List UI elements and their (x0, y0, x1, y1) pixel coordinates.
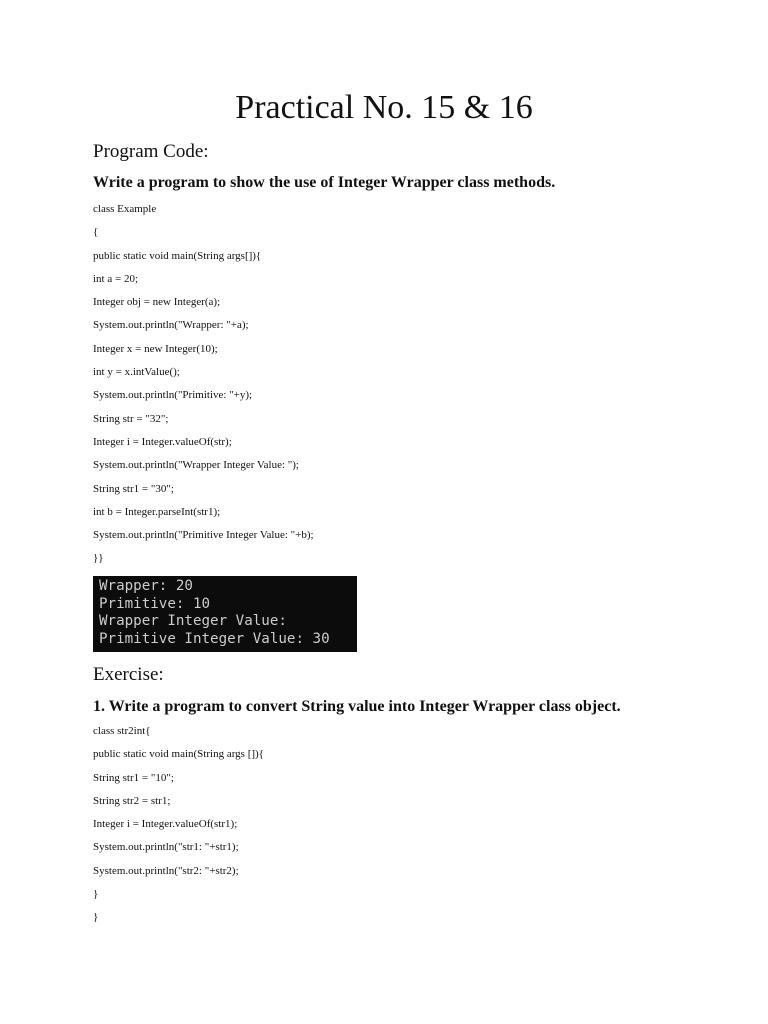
code-line: Integer i = Integer.valueOf(str); (93, 435, 232, 448)
code-line: System.out.println("Wrapper: "+a); (93, 319, 249, 332)
code-line: String str = "32"; (93, 412, 169, 425)
exercise-heading: Exercise: (93, 664, 164, 685)
code-line: public static void main(String args[]){ (93, 249, 262, 262)
code-line: Integer i = Integer.valueOf(str1); (93, 818, 238, 831)
code-line: System.out.println("str2: "+str2); (93, 864, 239, 877)
code-line: Integer obj = new Integer(a); (93, 296, 221, 309)
code-line: System.out.println("Primitive Integer Value: "+b); (93, 529, 314, 542)
page-title: Practical No. 15 & 16 (235, 89, 533, 126)
console-line: Wrapper Integer Value: (99, 613, 287, 629)
code-line: } (93, 911, 99, 924)
exercise-code-block (93, 720, 264, 930)
program-task: Write a program to show the use of Integer Wrapper class methods. (93, 174, 556, 191)
code-line: String str1 = "30"; (93, 482, 174, 495)
code-line: Integer x = new Integer(10); (93, 342, 218, 355)
code-line: class Example (93, 203, 157, 215)
console-line: Primitive Integer Value: 30 (99, 630, 330, 647)
console-line: Primitive: 10 (99, 595, 211, 612)
console-output-screenshot (93, 576, 357, 652)
code-line: System.out.println("str1: "+str1); (93, 841, 239, 854)
code-line: int a = 20; (93, 272, 139, 285)
code-line: class str2int{ (93, 725, 151, 737)
code-line: public static void main(String args []){ (93, 748, 264, 761)
code-line: int b = Integer.parseInt(str1); (93, 505, 221, 518)
code-line: } (93, 888, 99, 901)
code-line: }} (93, 552, 104, 565)
code-line: String str1 = "10"; (93, 771, 174, 784)
code-line: { (93, 226, 99, 239)
code-line: String str2 = str1; (93, 794, 171, 807)
program-code-block (93, 198, 314, 571)
program-code-heading: Program Code: (93, 141, 209, 162)
code-line: int y = x.intValue(); (93, 366, 180, 379)
code-line: System.out.println("Primitive: "+y); (93, 389, 253, 402)
console-line: Wrapper: 20 (99, 578, 193, 594)
exercise-task: 1. Write a program to convert String value into Integer Wrapper class object. (93, 698, 621, 715)
code-line: System.out.println("Wrapper Integer Value: "); (93, 459, 299, 472)
